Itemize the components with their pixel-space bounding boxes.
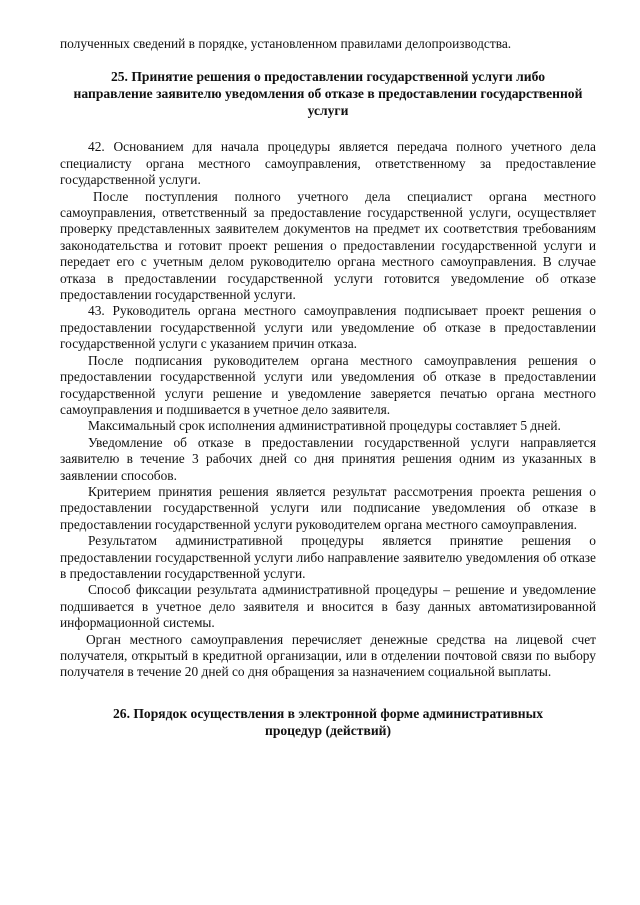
paragraph-43: 43. Руководитель органа местного самоуправления подписывает проект решения о предоставлении государственной услуги или уведомление об отказе в предоставлении государственной услуги с указанием причин отказа.	[60, 303, 596, 352]
paragraph-after-signing: После подписания руководителем органа местного самоуправления решения о предоставлении государственной услуги или уведомления об отказе в предоставлении государственной услуги решение и уведомление заверяется печатью органа местного самоуправления и подшивается в учетное дело заявителя.	[60, 352, 596, 417]
carryover-text: полученных сведений в порядке, установленном правилами делопроизводства.	[60, 36, 512, 51]
section-26-heading: 26. Порядок осуществления в электронной форме административных процедур (действий)	[112, 705, 544, 738]
paragraph-procedure-result: Результатом административной процедуры является принятие решения о предоставлении государственной услуги либо направление заявителю уведомления об отказе в предоставлении государственной услуги.	[60, 533, 596, 581]
paragraph-max-term: Максимальный срок исполнения административной процедуры составляет 5 дней.	[88, 418, 561, 434]
paragraph-recording-method: Способ фиксации результата административной процедуры – решение и уведомление подшивается в учетное дело заявителя и вносится в базу данных автоматизированной информационной системы.	[60, 582, 596, 631]
paragraph-after-receipt: После поступления полного учетного дела специалист органа местного самоуправления, ответственный за предоставление государственной услуги, осуществляет проверку представленных заявителем документов на предмет их соответствия требованиям законодательства и готовит проект решения о предоставлении государственной услуги и передает его с учетным делом руководителю органа местного самоуправления. В случае отказа в предоставлении государственной услуги готовится уведомление об отказе предоставлении государственной услуги.	[60, 188, 596, 303]
paragraph-funds-transfer: Орган местного самоуправления перечисляет денежные средства на лицевой счет получателя, открытый в кредитной организации, или в отделении почтовой связи по выбору получателя в течение 20 дней со дня обращения за назначением социальной выплаты.	[60, 631, 596, 680]
paragraph-decision-criterion: Критерием принятия решения является результат рассмотрения проекта решения о предоставлении государственной услуги или подписание уведомления об отказе в предоставлении государственной услуги руководителем органа местного самоуправления.	[60, 483, 596, 532]
paragraph-42: 42. Основанием для начала процедуры является передача полного учетного дела специалисту органа местного самоуправления, ответственному за предоставление государственной услуги.	[60, 139, 596, 188]
section-25-heading: 25. Принятие решения о предоставлении государственной услуги либо направление заявителю уведомления об отказе в предоставлении государственной услуги	[73, 69, 583, 119]
paragraph-refusal-notice: Уведомление об отказе в предоставлении государственной услуги направляется заявителю в течение 3 рабочих дней со дня принятия решения одним из указанных в заявлении способов.	[60, 434, 596, 483]
